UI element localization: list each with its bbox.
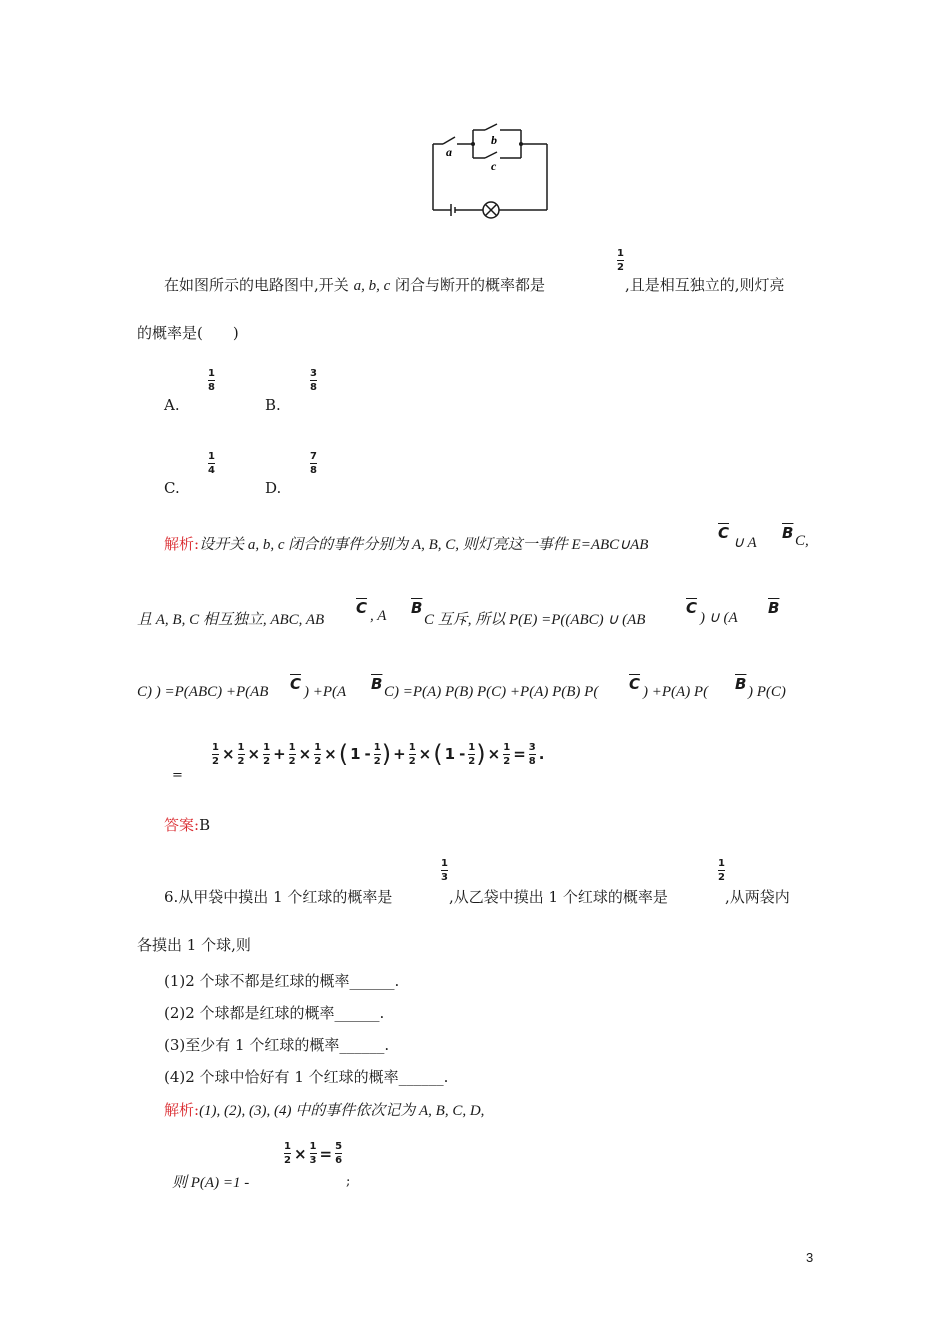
p6-then: 则 P(A) =1 -	[172, 1175, 250, 1191]
p5-analysis-text1: 设开关 a, b, c 闭合的事件分别为 A, B, C, 则灯亮这一事件 E=ABC∪AB	[199, 537, 649, 553]
eq-f8-d: 2	[468, 755, 476, 767]
switch-c-label: c	[491, 159, 497, 173]
answer-label: 答案:	[164, 816, 200, 834]
p5-line1-mid: 闭合与断开的概率都是	[395, 276, 546, 294]
p5-analysis-line3: C) ) =P(ABC) +P(AB	[137, 684, 269, 700]
switch-b-label: b	[491, 133, 497, 147]
eq-op1: ×	[221, 745, 235, 763]
p6-eq-result-d: 6	[335, 1155, 343, 1166]
p5-a1-seg3: C,	[795, 533, 809, 549]
p5-a3-seg4: ) +P(A) P(	[643, 684, 709, 700]
p5-a2-seg3: C 互斥, 所以 P(E) =P((ABC) ∪ (AB	[424, 612, 646, 628]
p6-frac1-d: 3	[441, 872, 448, 883]
option-c-fraction	[208, 451, 215, 476]
option-a-fraction	[208, 368, 215, 393]
p6-eq-f1	[284, 1141, 291, 1166]
option-d-label: D.	[265, 479, 282, 497]
p6-line1-mid: ,从乙袋中摸出 1 个红球的概率是	[449, 888, 668, 906]
p6-frac2	[718, 858, 725, 883]
p5-a3-seg5: ) P(C)	[748, 684, 786, 700]
eq-f3	[263, 742, 270, 767]
eq-f1	[212, 742, 219, 767]
p6-analysis	[164, 1099, 484, 1120]
p6-eq-times: ×	[293, 1144, 307, 1163]
eq-f8	[468, 742, 475, 767]
eq-f1-d: 2	[212, 755, 219, 767]
option-b-num: 3	[310, 368, 317, 379]
p6-frac2-n: 1	[718, 858, 725, 869]
eq-f7-n: 1	[408, 741, 416, 753]
p6-equation	[283, 1141, 343, 1166]
p6-item-1: (1)2 个球不都是红球的概率______.	[164, 972, 400, 990]
option-c-num: 1	[208, 451, 215, 462]
eq-result-d: 8	[528, 755, 536, 767]
option-c-label: C.	[164, 479, 180, 497]
p5-line1-post: ,且是相互独立的,则灯亮	[625, 276, 785, 294]
eq-f2-n: 1	[237, 741, 245, 753]
bar-b-4: $\overline{B}$	[371, 675, 383, 693]
p5-analysis-line1	[164, 533, 648, 554]
bar-b-2: $\overline{B}$	[411, 599, 423, 617]
p5-half-fraction	[617, 248, 624, 273]
p5-analysis-line2: 且 A, B, C 相互独立, ABC, AB	[137, 612, 325, 628]
eq-f9	[503, 742, 510, 767]
eq-minus-2: -	[459, 745, 466, 763]
eq-op4: ×	[298, 745, 312, 763]
p5-a2-seg2: , A	[370, 608, 387, 624]
option-b-den: 8	[310, 382, 317, 393]
p6-eq-result	[335, 1141, 342, 1166]
eq-one-1: 1	[350, 745, 361, 763]
option-c-den: 4	[208, 465, 215, 476]
eq-f8-n: 1	[468, 741, 476, 753]
p5-line1	[164, 274, 545, 295]
p5-half-den: 2	[617, 262, 624, 273]
p5-line2: 的概率是( )	[137, 324, 239, 342]
p6-eq-f1-d: 2	[284, 1155, 291, 1166]
eq-f3-n: 1	[263, 741, 271, 753]
eq-f4-n: 1	[288, 741, 296, 753]
answer-value: B	[199, 816, 211, 834]
eq-op2: ×	[247, 745, 261, 763]
eq-op6: +	[393, 745, 406, 763]
eq-one-2: 1	[444, 745, 456, 763]
p6-line1-post: ,从两袋内	[725, 888, 790, 906]
eq-period: .	[538, 745, 545, 763]
eq-f9-d: 2	[503, 755, 511, 767]
p5-a2-seg4: ) ∪ (A	[700, 610, 738, 626]
p6-frac2-d: 2	[718, 872, 725, 883]
bar-b-1: $\overline{B}$	[782, 524, 794, 542]
p5-a3-seg2: ) +P(A	[304, 684, 347, 700]
page-number: 3	[806, 1250, 814, 1265]
eq-f1-n: 1	[212, 741, 219, 753]
eq-f4-d: 2	[288, 755, 296, 767]
bar-b-3: $\overline{B}$	[768, 599, 780, 617]
p5-answer	[164, 814, 210, 835]
bar-c-4: $\overline{C}$	[290, 675, 302, 693]
bar-c-1: $\overline{C}$	[718, 524, 730, 542]
p6-frac1-n: 1	[441, 858, 448, 869]
switch-a-label: a	[446, 145, 452, 159]
bar-c-3: $\overline{C}$	[686, 599, 698, 617]
eq-op3: +	[273, 745, 286, 763]
eq-f3-d: 2	[263, 755, 271, 767]
eq-f5-n: 1	[314, 741, 322, 753]
p6-item-2: (2)2 个球都是红球的概率______.	[164, 1004, 385, 1022]
eq-op8: ×	[487, 745, 501, 763]
eq-f6-n: 1	[373, 741, 381, 753]
eq-op9: =	[513, 745, 526, 763]
eq-f5-d: 2	[314, 755, 322, 767]
p5-vars: a, b, c	[353, 278, 391, 294]
eq-f7	[409, 742, 416, 767]
p6-eq-f2	[310, 1141, 317, 1166]
p5-half-num: 1	[617, 248, 624, 259]
eq-minus-1: -	[364, 745, 371, 763]
big-equation: $\frac{1}{2}$ × $\frac{1}{2}$ × $\frac{1}{2}$ + $\frac{1}{2}$ × $\frac{1}{2}$ ×( 1 - $\frac{1}{2}$ ) + $\frac{1}{2}$ ×( 1 - $\frac{1}{2}$ ) × $\frac{1}{2}$ = $\frac{3}{8}$ .	[212, 740, 545, 768]
eq-f6	[374, 742, 381, 767]
p6-line2: 各摸出 1 个球,则	[137, 936, 251, 954]
p6-line1-pre: 6.从甲袋中摸出 1 个红球的概率是	[164, 888, 393, 906]
p5-analysis-label: 解析:	[164, 535, 200, 553]
option-a-num: 1	[208, 368, 215, 379]
eq-f5	[314, 742, 321, 767]
eq-op7: ×	[418, 745, 432, 763]
p6-analysis-text: (1), (2), (3), (4) 中的事件依次记为 A, B, C, D,	[199, 1103, 485, 1119]
p6-item-3: (3)至少有 1 个红球的概率______.	[164, 1036, 390, 1054]
eq-f2-d: 2	[237, 755, 245, 767]
p5-a1-seg2: ∪ A	[733, 535, 757, 551]
circuit-diagram	[425, 120, 555, 220]
p6-semicolon: ;	[346, 1174, 351, 1189]
p6-analysis-label: 解析:	[164, 1101, 200, 1119]
option-b-label: B.	[265, 396, 281, 414]
p6-item-4: (4)2 个球中恰好有 1 个红球的概率______.	[164, 1068, 449, 1086]
p6-eq-equals: =	[319, 1144, 333, 1163]
eq-f6-d: 2	[373, 755, 381, 767]
p6-eq-f2-d: 3	[309, 1155, 317, 1166]
option-d-den: 8	[310, 465, 317, 476]
bar-c-2: $\overline{C}$	[356, 599, 368, 617]
eq-result-n: 3	[528, 741, 536, 753]
eq-f4	[289, 742, 296, 767]
eq-prefix: =	[172, 768, 183, 783]
eq-op5: ×	[324, 745, 337, 763]
bar-b-5: $\overline{B}$	[735, 675, 747, 693]
eq-f7-d: 2	[408, 755, 416, 767]
eq-f2	[238, 742, 245, 767]
p5-line1-pre: 在如图所示的电路图中,开关	[164, 276, 349, 294]
eq-result	[529, 742, 536, 767]
p6-eq-f2-n: 1	[309, 1141, 317, 1152]
eq-f9-n: 1	[503, 741, 511, 753]
p5-a3-seg3: C) =P(A) P(B) P(C) +P(A) P(B) P(	[384, 684, 599, 700]
option-a-label: A.	[164, 396, 180, 414]
option-d-num: 7	[310, 451, 317, 462]
option-a-den: 8	[208, 382, 215, 393]
option-b-fraction	[310, 368, 317, 393]
option-d-fraction	[310, 451, 317, 476]
p6-frac1	[441, 858, 448, 883]
p6-eq-result-n: 5	[335, 1141, 343, 1152]
bar-c-5: $\overline{C}$	[629, 675, 641, 693]
p6-eq-f1-n: 1	[284, 1141, 291, 1152]
